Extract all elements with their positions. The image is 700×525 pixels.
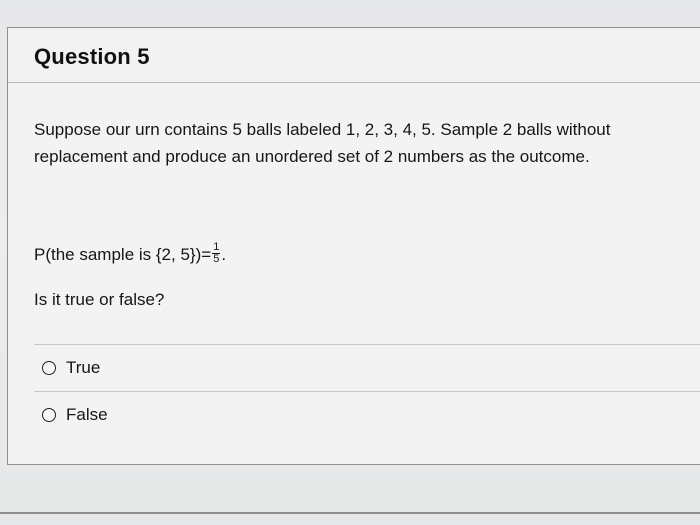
bottom-divider [0,512,700,514]
question-header [8,28,700,83]
option-true-label: True [66,358,101,377]
fraction-numerator: 1 [213,241,220,253]
question-card [7,27,700,465]
option-false[interactable] [34,391,700,438]
option-false-label: False [66,405,108,424]
probability-suffix: . [221,244,227,264]
question-title: Question 5 [34,44,150,69]
radio-true[interactable] [42,361,56,375]
question-text: Suppose our urn contains 5 balls labeled 1, 2, 3, 4, 5. Sample 2 balls without replacement and produce an unordered set of 2 numbers as the outcome. [34,120,611,166]
probability-prefix: P(the sample is {2, 5})= [34,244,212,264]
radio-false[interactable] [42,408,56,422]
question-prompt: Is it true or false? [34,290,165,309]
probability-statement [34,243,226,266]
answer-options [34,344,700,438]
option-true[interactable] [34,344,700,391]
fraction [212,242,220,265]
fraction-denominator: 5 [213,253,220,265]
